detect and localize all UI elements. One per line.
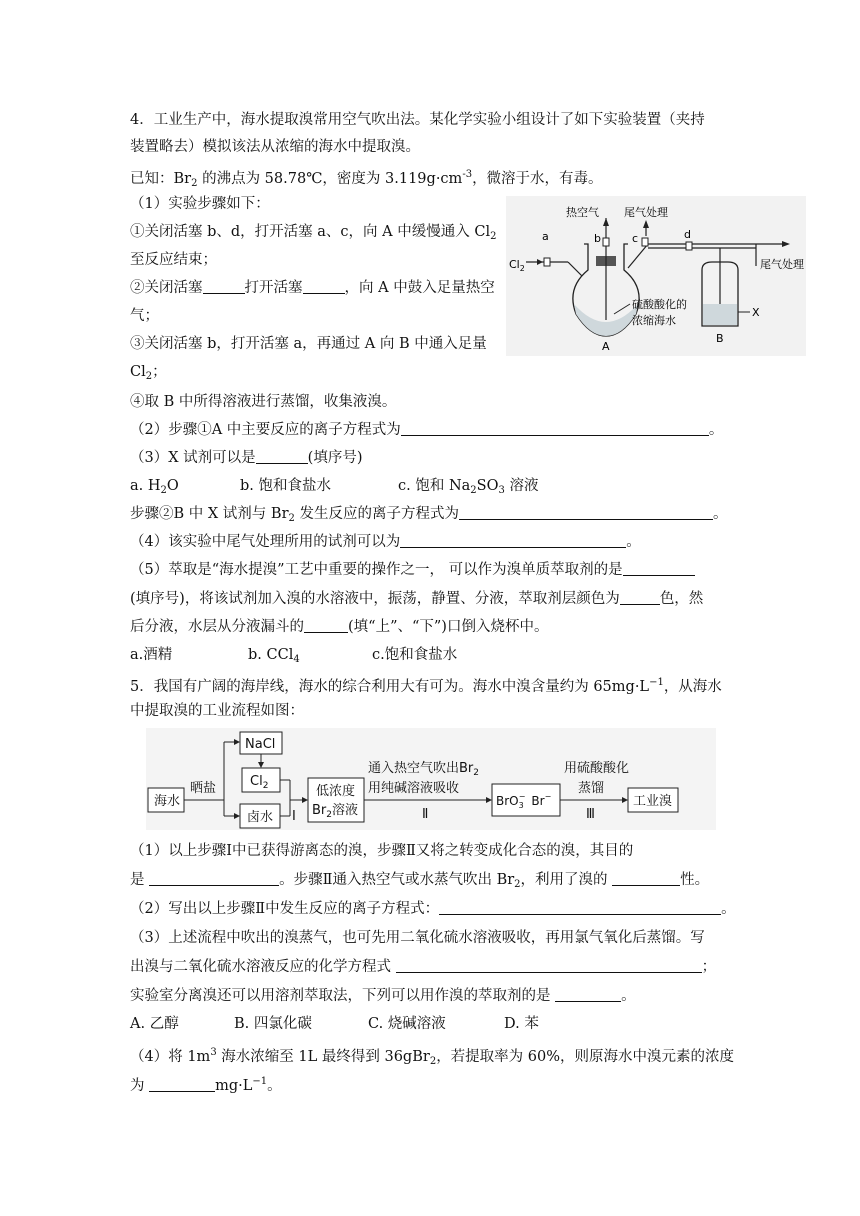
q5-part2: （2）写出以上步骤Ⅱ中发生反应的离子方程式： 。 <box>130 901 736 917</box>
option-a: A. 乙醇 <box>130 1016 179 1032</box>
q5-part3-cont: 出溴与二氧化硫水溶液反应的化学方程式 ； <box>130 959 717 975</box>
q4-part2: （2）步骤①A 中主要反应的离子方程式为 。 <box>130 422 724 438</box>
q4-step2: ②关闭活塞 打开活塞 ，向 A 中鼓入足量热空 <box>130 280 495 296</box>
valve-b-label: b <box>594 232 601 245</box>
answer-blank[interactable] <box>555 987 621 1002</box>
q4-part5-cont: (填序号)，将该试剂加入溴的水溶液中，振荡，静置、分液，萃取剂层颜色为 色，然 <box>130 591 704 607</box>
brine-label: 卤水 <box>247 810 274 825</box>
q4-step3: ③关闭活塞 b，打开活塞 a，再通过 A 向 B 中通入足量 <box>130 336 487 352</box>
q4-step1: ①关闭活塞 b、d，打开活塞 a、c，向 A 中缓慢通入 $Cl_2$ <box>130 224 497 242</box>
q5-part4-cont: 为 $mg\cdot L^{-1}$。 <box>130 1076 282 1094</box>
answer-blank[interactable] <box>304 618 348 633</box>
option-a: a.酒精 <box>130 647 173 663</box>
q4-step2-cont: 气； <box>130 308 159 324</box>
option-c: c. 饱和 $Na_2SO_3$ 溶液 <box>398 478 539 496</box>
answer-blank[interactable] <box>256 449 308 464</box>
q4-part5: （5）萃取是“海水提溴”工艺中重要的操作之一， 可以作为溴单质萃取剂的是 <box>130 560 695 580</box>
product-label: 工业溴 <box>633 794 673 809</box>
step-ii-bottom-label: 用纯碱溶液吸收 <box>368 781 460 796</box>
answer-blank[interactable] <box>612 871 680 886</box>
q4-part3-options <box>130 476 538 501</box>
answer-blank[interactable] <box>303 279 345 294</box>
low-conc-label-1: 低浓度 <box>316 784 356 799</box>
q4-line1: 4．工业生产中，海水提取溴常用空气吹出法。某化学实验小组设计了如下实验装置（夹持 <box>130 112 705 128</box>
q4-step4: ④取 B 中所得溶液进行蒸馏，收集液溴。 <box>130 394 397 410</box>
apparatus-diagram <box>506 196 806 356</box>
valve-d <box>686 242 692 250</box>
answer-blank[interactable] <box>396 958 702 973</box>
answer-blank[interactable] <box>439 900 721 915</box>
answer-blank[interactable] <box>149 871 279 886</box>
valve-d-label: d <box>684 228 691 241</box>
process-flowchart <box>146 728 716 830</box>
q5-part3: （3）上述流程中吹出的溴蒸气，也可先用二氧化硫水溶液吸收，再用氯气氧化后蒸馏。写 <box>130 930 705 946</box>
option-b: b. 饱和食盐水 <box>240 478 331 494</box>
solution-label-1: 硫酸酸化的 <box>632 298 687 311</box>
q5-part4: （4）将 $1m^3$ 海水浓缩至 1L 最终得到 36gBr$_2$，若提取率为 60%，则原海水中溴元素的浓度 <box>130 1047 735 1067</box>
q4-step1-cont: 至反应结束； <box>130 252 217 268</box>
answer-blank[interactable] <box>623 561 695 576</box>
q5-part3-cont2: 实验室分离溴还可以用溶剂萃取法，下列可以用作溴的萃取剂的是 。 <box>130 988 636 1004</box>
valve-c-label: c <box>632 232 639 245</box>
answer-blank[interactable] <box>401 421 709 436</box>
option-d: D. 苯 <box>504 1016 539 1032</box>
step-ii-top-label: 通入热空气吹出$Br_2$ <box>368 761 479 778</box>
answer-blank[interactable] <box>203 279 245 294</box>
q4-known: 已知：$Br_2$ 的沸点为 58.78℃，密度为 $3.119g\cdot cm^{-3}$，微溶于水，有毒。 <box>130 169 603 189</box>
q4-part1-title: （1）实验步骤如下： <box>130 196 270 212</box>
q5-part1: （1）以上步骤Ⅰ中已获得游离态的溴，步骤Ⅱ又将之转变成化合态的溴，其目的 <box>130 843 634 859</box>
low-conc-label-2: $Br_2$溶液 <box>312 803 359 820</box>
valve-b <box>603 238 609 246</box>
hot-air-label: 热空气 <box>566 206 599 219</box>
cl2-flow-label: $Cl_2$ <box>250 774 269 791</box>
answer-blank[interactable] <box>459 505 713 520</box>
q4-step3-cont: $Cl_2$； <box>130 364 167 382</box>
step-ii-label: Ⅱ <box>422 807 429 822</box>
step-iii-label: Ⅲ <box>586 807 595 822</box>
tail-gas-label-top: 尾气处理 <box>624 206 668 219</box>
q4-part4: （4）该实验中尾气处理所用的试剂可以为 。 <box>130 534 641 550</box>
option-c: C. 烧碱溶液 <box>368 1016 446 1032</box>
cl2-label: $Cl_2$ <box>509 258 525 273</box>
q5-part3-options <box>130 1014 539 1034</box>
option-c: c.饱和食盐水 <box>372 647 458 663</box>
answer-blank[interactable] <box>149 1077 215 1092</box>
q4-part5-options <box>130 645 457 670</box>
q5-line1: 5．我国有广阔的海岸线，海水的综合利用大有可为。海水中溴含量约为 $65mg\cdot L^{-1}$，从海水 <box>130 677 722 695</box>
label-a: A <box>602 340 610 353</box>
valve-a <box>544 258 550 266</box>
answer-blank[interactable] <box>620 590 660 605</box>
q5-part1-cont: 是 。步骤Ⅱ通入热空气或水蒸气吹出 $Br_2$，利用了溴的 性。 <box>130 872 710 890</box>
step-i-label: Ⅰ <box>292 809 296 824</box>
answer-blank[interactable] <box>400 533 626 548</box>
x-label: X <box>752 306 760 319</box>
q4-part5-cont2: 后分液，水层从分液漏斗的 (填“上”、“下”)口倒入烧杯中。 <box>130 619 549 635</box>
nacl-label: NaCl <box>245 737 276 752</box>
step-iii-bottom-label: 蒸馏 <box>578 781 605 796</box>
tail-gas-label-right: 尾气处理 <box>760 258 804 271</box>
option-b: B. 四氯化碳 <box>234 1016 312 1032</box>
bromate-label: BrO$_3$− Br− <box>496 792 552 810</box>
q5-line2: 中提取溴的工业流程如图： <box>130 703 304 719</box>
salt-label: 晒盐 <box>190 781 217 796</box>
q4-part3: （3）X 试剂可以是 (填序号) <box>130 450 363 466</box>
valve-a-label: a <box>542 230 549 243</box>
solution-label-2: 浓缩海水 <box>632 314 676 327</box>
option-a: a. $H_2O$ <box>130 478 179 496</box>
q4-line2: 装置略去）模拟该法从浓缩的海水中提取溴。 <box>130 139 420 155</box>
step-iii-top-label: 用硫酸酸化 <box>564 761 630 776</box>
q4-part3-b: 步骤②B 中 X 试剂与 $Br_2$ 发生反应的离子方程式为 。 <box>130 506 728 524</box>
seawater-label: 海水 <box>154 794 181 809</box>
valve-c <box>642 238 648 246</box>
label-b: B <box>716 332 724 345</box>
option-b: b. CCl$_4$ <box>248 647 300 665</box>
